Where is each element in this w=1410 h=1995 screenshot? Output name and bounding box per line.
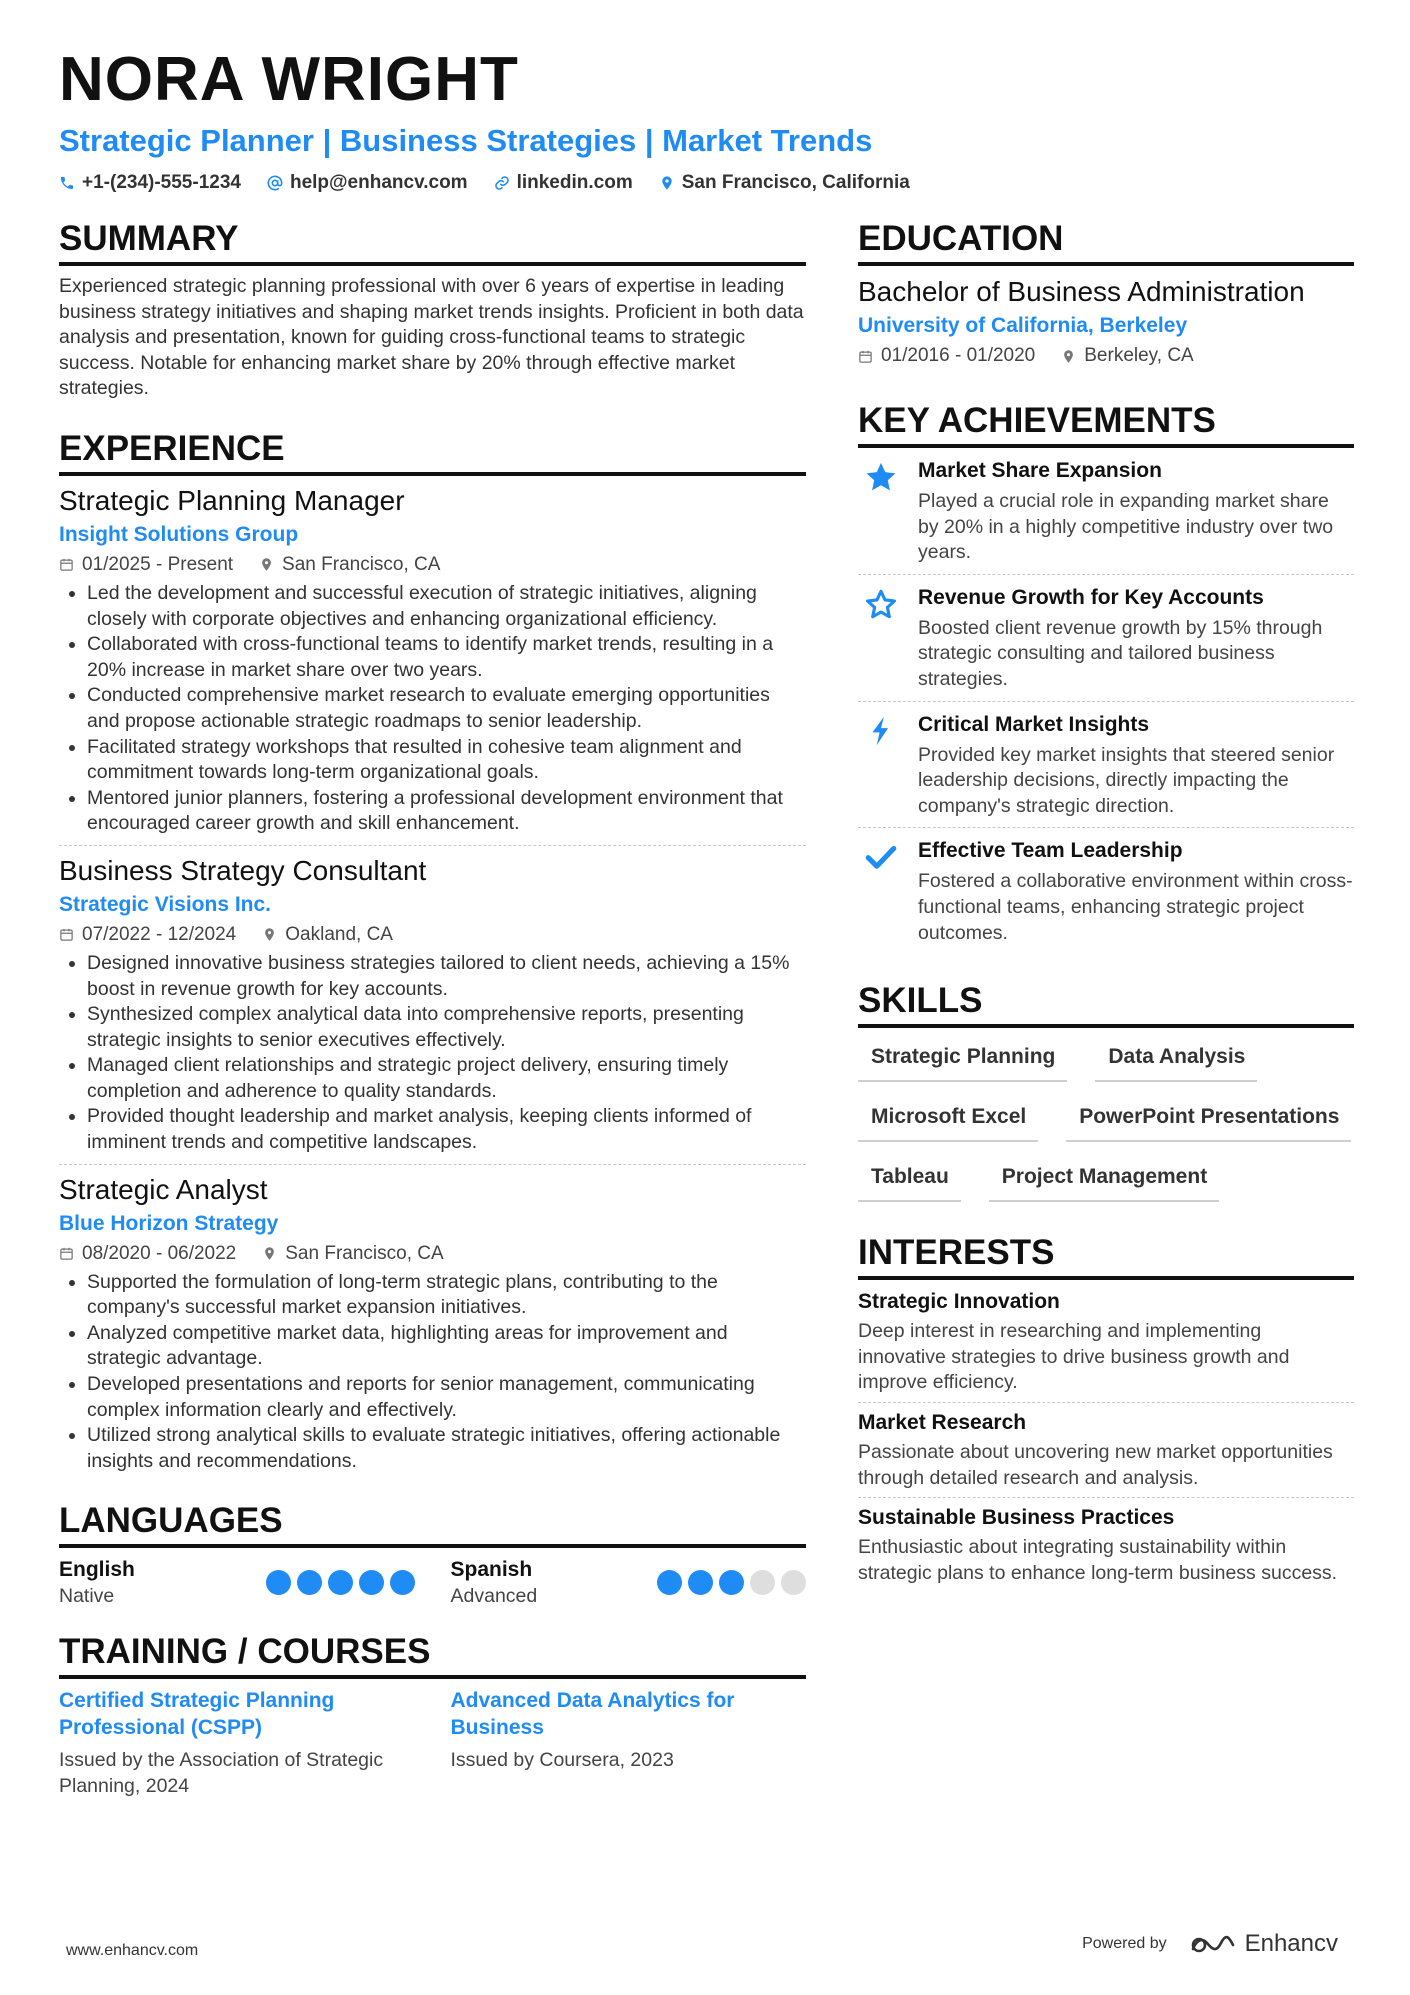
rating-dot-empty [750, 1570, 775, 1595]
bullet-item: • Facilitated strategy workshops that resulted in cohesive team alignment and commitment towards long-term organizational goals. [87, 735, 806, 786]
interest-item [858, 1409, 1354, 1498]
job-bullets [59, 951, 806, 1156]
resume-header [59, 44, 1359, 194]
language-item [59, 1556, 415, 1609]
education-meta [858, 342, 1354, 370]
job-dates [59, 1240, 236, 1268]
contact-linkedin[interactable] [494, 172, 633, 194]
at-icon [267, 175, 283, 191]
skill-tag: Project Management [989, 1156, 1219, 1202]
skill-tag: Tableau [858, 1156, 961, 1202]
rating-dot-filled [657, 1570, 682, 1595]
language-list [59, 1556, 806, 1609]
course-list [59, 1687, 806, 1799]
job-title: Business Strategy Consultant [59, 854, 427, 886]
bullet-item: • Supported the formulation of long-term strategic plans, contributing to the company's successful market expansion initiatives. [87, 1270, 806, 1321]
language-name: Spanish [450, 1558, 533, 1582]
calendar-icon [59, 557, 74, 572]
achievement-desc: Played a crucial role in expanding market share by 20% in a highly competitive industry over two years. [918, 490, 1334, 564]
achievement-item [858, 710, 1354, 829]
language-level: Native [59, 1585, 115, 1608]
footer-branding [1082, 1930, 1338, 1958]
rating-dot-filled [328, 1570, 353, 1595]
skills-section [858, 980, 1354, 1202]
skill-tag: PowerPoint Presentations [1066, 1096, 1351, 1142]
contact-location [659, 172, 910, 194]
education-dates [858, 342, 1035, 370]
achievement-desc: Fostered a collaborative environment within cross-functional teams, enhancing strategic project outcomes. [918, 870, 1353, 944]
phone-text: +1-(234)-555-1234 [82, 172, 241, 193]
section-title-summary: SUMMARY [59, 218, 806, 266]
rating-dot-filled [266, 1570, 291, 1595]
achievement-icon-wrap [858, 836, 904, 946]
job-company: Blue Horizon Strategy [59, 1211, 279, 1235]
bullet-item: • Collaborated with cross-functional teams to identify market trends, resulting in a 20% increase in market share over two years. [87, 632, 806, 683]
brand-name: Enhancv [1244, 1930, 1338, 1957]
job-bullets [59, 581, 806, 837]
training-section [59, 1631, 806, 1799]
bullet-item: • Provided thought leadership and market analysis, keeping clients informed of imminent trends and competitive landscapes. [87, 1104, 806, 1155]
contact-bar [59, 172, 1359, 194]
star-icon [864, 460, 898, 494]
achievement-icon-wrap [858, 710, 904, 820]
job-dates-text: 08/2020 - 06/2022 [82, 1242, 237, 1264]
bullet-item: • Analyzed competitive market data, highlighting areas for improvement and strategic advantage. [87, 1321, 806, 1372]
achievements-section [858, 400, 1354, 954]
course-title: Advanced Data Analytics for Business [450, 1689, 735, 1740]
language-item [451, 1556, 807, 1609]
job-location [262, 921, 393, 949]
left-column [59, 218, 806, 1799]
education-school: University of California, Berkeley [858, 314, 1188, 337]
job-entry [59, 1173, 806, 1483]
rating-dot-filled [297, 1570, 322, 1595]
brand-logo[interactable] [1189, 1930, 1338, 1958]
achievement-desc: Provided key market insights that steered senior leadership decisions, directly impacting the company's strategic direction. [918, 743, 1335, 817]
contact-phone[interactable] [59, 172, 241, 194]
bullet-item: • Utilized strong analytical skills to evaluate strategic initiatives, offering actionable insights and recommendations. [87, 1423, 806, 1474]
bullet-item: • Managed client relationships and strategic project delivery, ensuring timely completion and adherence to quality standards. [87, 1053, 806, 1104]
achievement-desc: Boosted client revenue growth by 15% through strategic consulting and tailored business strategies. [918, 616, 1323, 690]
skill-tag: Microsoft Excel [858, 1096, 1038, 1142]
achievement-item [858, 836, 1354, 954]
achievement-title: Effective Team Leadership [918, 839, 1183, 863]
job-company: Insight Solutions Group [59, 522, 299, 546]
education-location [1061, 342, 1193, 370]
calendar-icon [59, 927, 74, 942]
job-meta [59, 1240, 806, 1268]
language-rating [657, 1570, 806, 1595]
skills-list [858, 1036, 1354, 1202]
course-item [59, 1687, 415, 1799]
link-icon [494, 175, 510, 191]
experience-section [59, 428, 806, 1482]
section-title-achievements: KEY ACHIEVEMENTS [858, 400, 1354, 448]
bullet-item: • Mentored junior planners, fostering a professional development environment that encouraged career growth and skill enhancement. [87, 786, 806, 837]
bullet-item: • Synthesized complex analytical data into comprehensive reports, presenting strategic insights to senior executives effectively. [87, 1002, 806, 1053]
contact-email[interactable] [267, 172, 468, 194]
section-title-experience: EXPERIENCE [59, 428, 806, 476]
course-item [451, 1687, 807, 1799]
job-entry [59, 854, 806, 1165]
job-bullets [59, 1270, 806, 1475]
rating-dot-empty [781, 1570, 806, 1595]
job-location [262, 1240, 443, 1268]
achievement-title: Market Share Expansion [918, 459, 1162, 482]
job-title: Strategic Analyst [59, 1173, 268, 1205]
achievement-icon-wrap [858, 583, 904, 693]
rating-dot-filled [719, 1570, 744, 1595]
job-location-text: Oakland, CA [285, 923, 393, 945]
language-rating [266, 1570, 415, 1595]
map-pin-icon [262, 1246, 277, 1261]
interests-section [858, 1232, 1354, 1592]
section-title-education: EDUCATION [858, 218, 1354, 266]
enhancv-logo-icon [1189, 1931, 1237, 1957]
footer-website[interactable]: www.enhancv.com [66, 1942, 199, 1959]
summary-text: Experienced strategic planning professional with over 6 years of expertise in leading business strategy initiatives and shaping market trends insights. Proficient in both data analysis and presentation, known for guiding cross-functional teams to strategic success. Notable for enhancing market share by 20% through effective market strategies. [59, 275, 804, 400]
section-title-languages: LANGUAGES [59, 1500, 806, 1548]
education-dates-text: 01/2016 - 01/2020 [881, 345, 1036, 366]
achievement-title: Critical Market Insights [918, 712, 1150, 736]
map-pin-icon [262, 927, 277, 942]
languages-section [59, 1500, 806, 1609]
map-pin-icon [659, 175, 675, 191]
bullet-item: • Designed innovative business strategies tailored to client needs, achieving a 15% boost in revenue growth for key accounts. [87, 951, 806, 1002]
job-title: Strategic Planning Manager [59, 484, 405, 516]
job-entry [59, 484, 806, 846]
summary-section [59, 218, 806, 402]
job-meta [59, 921, 806, 949]
email-text: help@enhancv.com [289, 172, 468, 193]
map-pin-icon [259, 557, 274, 572]
education-location-text: Berkeley, CA [1084, 345, 1194, 366]
rating-dot-filled [688, 1570, 713, 1595]
section-title-training: TRAINING / COURSES [59, 1631, 806, 1679]
course-issuer: Issued by the Association of Strategic Planning, 2024 [59, 1749, 384, 1798]
job-dates [59, 921, 236, 949]
candidate-name: NORA WRIGHT [59, 45, 519, 114]
achievement-item [858, 456, 1354, 575]
location-text: San Francisco, California [681, 172, 910, 193]
linkedin-text: linkedin.com [516, 172, 633, 193]
map-pin-icon [1061, 349, 1076, 364]
powered-by-text: Powered by [1082, 1935, 1167, 1952]
education-section [858, 218, 1354, 370]
job-location [259, 551, 440, 579]
phone-icon [59, 175, 75, 191]
bullet-item: • Conducted comprehensive market research to evaluate emerging opportunities and propose actionable strategic roadmaps to senior leadership. [87, 683, 806, 734]
language-level: Advanced [450, 1585, 538, 1608]
education-degree: Bachelor of Business Administration [858, 276, 1305, 307]
job-company: Strategic Visions Inc. [59, 892, 272, 916]
skill-tag: Data Analysis [1095, 1036, 1257, 1082]
calendar-icon [59, 1246, 74, 1261]
job-location-text: San Francisco, CA [282, 553, 441, 575]
calendar-icon [858, 349, 873, 364]
checkmark-icon [864, 840, 898, 874]
bullet-item: • Led the development and successful execution of strategic initiatives, aligning closely with corporate objectives and enhancing organizational efficiency. [87, 581, 806, 632]
achievement-item [858, 583, 1354, 702]
job-dates-text: 01/2025 - Present [82, 553, 234, 575]
job-location-text: San Francisco, CA [285, 1242, 444, 1264]
section-title-skills: SKILLS [858, 980, 1354, 1028]
interest-title: Market Research [858, 1410, 1027, 1434]
interest-desc: Passionate about uncovering new market opportunities through detailed research and analysis. [858, 1440, 1333, 1489]
language-name: English [59, 1558, 135, 1582]
job-dates [59, 551, 233, 579]
rating-dot-filled [359, 1570, 384, 1595]
interest-item [858, 1504, 1354, 1592]
course-title: Certified Strategic Planning Professional (CSPP) [59, 1689, 335, 1740]
section-title-interests: INTERESTS [858, 1232, 1354, 1280]
right-column [858, 218, 1354, 1598]
achievement-icon-wrap [858, 456, 904, 566]
rating-dot-filled [390, 1570, 415, 1595]
course-issuer: Issued by Coursera, 2023 [450, 1749, 674, 1772]
interest-item [858, 1288, 1354, 1403]
interest-desc: Enthusiastic about integrating sustainability within strategic plans to enhance long-term business success. [858, 1536, 1338, 1584]
achievement-title: Revenue Growth for Key Accounts [918, 585, 1264, 609]
interest-title: Sustainable Business Practices [858, 1506, 1175, 1530]
job-meta [59, 551, 806, 579]
lightning-icon [864, 714, 898, 748]
interest-desc: Deep interest in researching and implementing innovative strategies to drive business growth and improve efficiency. [858, 1320, 1290, 1394]
interest-title: Strategic Innovation [858, 1290, 1060, 1314]
star-outline-icon [864, 587, 898, 621]
bullet-item: • Developed presentations and reports for senior management, communicating complex information clearly and effectively. [87, 1372, 806, 1423]
headline: Strategic Planner | Business Strategies | Market Trends [59, 123, 873, 158]
job-dates-text: 07/2022 - 12/2024 [82, 923, 237, 945]
skill-tag: Strategic Planning [858, 1036, 1067, 1082]
